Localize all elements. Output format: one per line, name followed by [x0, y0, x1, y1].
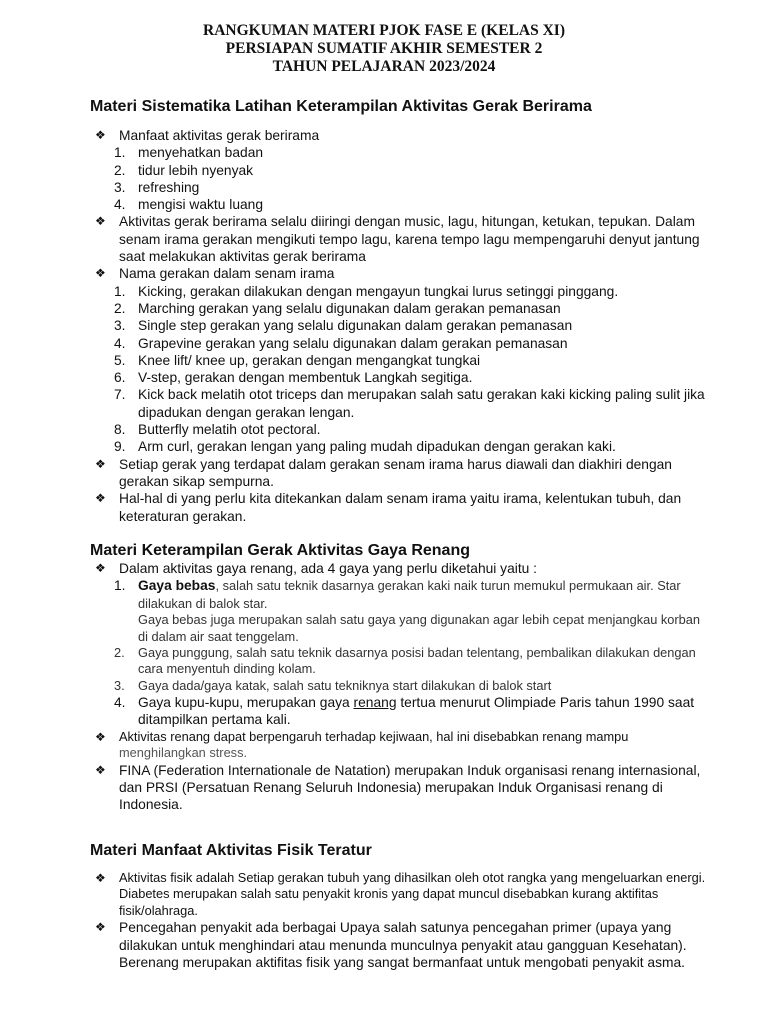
diamond-bullet-icon: ❖ — [95, 561, 106, 575]
title-line-1: RANGKUMAN MATERI PJOK FASE E (KELAS XI) — [203, 22, 565, 39]
list-item: 4. mengisi waktu luang — [114, 197, 264, 213]
list-item: 1. Gaya bebas, salah satu teknik dasarnya gerakan kaki naik turun memukul permukaan air. Star dilakukan di balok star. Gaya bebas juga merupakan salah satu gaya yang digunakan agar lebih cepat menjangkau korban di dalam air saat tenggelam. — [114, 578, 701, 644]
list-item: 8. Butterfly melatih otot pectoral. — [114, 422, 321, 438]
list-item: 7. Kick back melatih otot triceps dan merupakan salah satu gerakan kaki kicking paling sulit jika dipadukan dengan gerakan lengan. — [114, 387, 705, 420]
bullet-item: ❖ Aktivitas gerak berirama selalu diiringi dengan music, lagu, hitungan, ketukan, tepukan. Dalam senam irama gerakan mengikuti tempo lagu, karena tempo lagu mempengaruhi denyut jantung saat melakukan aktivitas gerak berirama — [95, 214, 700, 265]
diamond-bullet-icon: ❖ — [95, 491, 106, 506]
diamond-bullet-icon: ❖ — [95, 762, 106, 777]
section1-heading: Materi Sistematika Latihan Keterampilan Aktivitas Gerak Berirama — [90, 98, 592, 115]
title-line-2: PERSIAPAN SUMATIF AKHIR SEMESTER 2 — [225, 40, 543, 57]
diamond-bullet-icon: ❖ — [95, 456, 106, 471]
bullet-item: ❖ Setiap gerak yang terdapat dalam gerakan senam irama harus diawali dan diakhiri dengan gerakan sikap sempurna. — [95, 456, 672, 489]
list-item: 3. Single step gerakan yang selalu digunakan dalam gerakan pemanasan — [114, 318, 573, 334]
diamond-bullet-icon: ❖ — [95, 214, 106, 229]
section3-heading: Materi Manfaat Aktivitas Fisik Teratur — [90, 842, 372, 859]
bullet-item: ❖ Aktivitas renang dapat berpengaruh terhadap kejiwaan, hal ini disebabkan renang mampu menghilangkan stress. — [95, 728, 629, 761]
section3-body — [92, 870, 708, 971]
bullet-item: ❖ Dalam aktivitas gaya renang, ada 4 gaya yang perlu diketahui yaitu : — [95, 561, 537, 576]
bullet-item: ❖ Aktivitas fisik adalah Setiap gerakan tubuh yang dihasilkan oleh otot rangka yang mengeluarkan energi. Diabetes merupakan salah satu penyakit kronis yang dapat muncul disebabkan kurang aktifitas fisik/olahraga. — [95, 870, 706, 918]
diamond-bullet-icon: ❖ — [95, 266, 106, 281]
diamond-bullet-icon: ❖ — [95, 729, 106, 744]
list-item: 2. Marching gerakan yang selalu digunakan dalam gerakan pemanasan — [114, 300, 561, 316]
diamond-bullet-icon: ❖ — [95, 128, 106, 142]
title-line-3: TAHUN PELAJARAN 2023/2024 — [272, 58, 496, 75]
list-item: 3. refreshing — [114, 179, 200, 195]
list-item: 3. Gaya dada/gaya katak, salah satu tekniknya start dilakukan di balok start — [114, 677, 552, 693]
list-item: 9. Arm curl, gerakan lengan yang paling mudah dipadukan dengan gerakan kaki. — [114, 439, 616, 455]
bullet-item: ❖ Manfaat aktivitas gerak berirama — [95, 128, 320, 143]
manfaat-list — [92, 144, 708, 213]
list-item: 4. Grapevine gerakan yang selalu digunakan dalam gerakan pemanasan — [114, 335, 568, 351]
section1-body — [92, 127, 708, 525]
diamond-bullet-icon: ❖ — [95, 920, 106, 935]
bullet-item: ❖ Hal-hal di yang perlu kita ditekankan dalam senam irama yaitu irama, kelentukan tubuh, dan keteraturan gerakan. — [95, 491, 682, 524]
section2-body — [92, 560, 708, 813]
document-title — [0, 22, 768, 76]
section2-heading: Materi Keterampilan Gerak Aktivitas Gaya Renang — [90, 542, 470, 559]
bullet-item: ❖ Nama gerakan dalam senam irama — [95, 266, 335, 282]
list-item: 1. Kicking, gerakan dilakukan dengan mengayun tungkai lurus setinggi pinggang. — [114, 283, 619, 299]
list-item: 1. menyehatkan badan — [114, 145, 264, 161]
diamond-bullet-icon: ❖ — [95, 871, 106, 885]
list-item: 2. Gaya punggung, salah satu teknik dasarnya posisi badan telentang, pembalikan dilakukan dengan cara menyentuh dinding kolam. — [114, 644, 696, 677]
gerakan-list — [92, 283, 708, 456]
list-item: 4. Gaya kupu-kupu, merupakan gaya renang tertua menurut Olimpiade Paris tahun 1990 saat ditampilkan pertama kali. — [114, 695, 695, 728]
bullet-item: ❖ FINA (Federation Internationale de Natation) merupakan Induk organisasi renang internasional, dan PRSI (Persatuan Renang Seluruh Indonesia) merupakan Induk Organisasi renang di Indonesia. — [95, 762, 701, 813]
list-item: 5. Knee lift/ knee up, gerakan dengan mengangkat tungkai — [114, 352, 481, 368]
bullet-item: ❖ Pencegahan penyakit ada berbagai Upaya salah satunya pencegahan primer (upaya yang dilakukan untuk menghindari atau menunda munculnya penyakit atau gangguan Kesehatan). Berenang merupakan aktifitas fisik yang sangat bermanfaat untuk mengobati penyakit asma. — [95, 920, 687, 970]
list-item: 2. tidur lebih nyenyak — [114, 162, 254, 178]
gaya-renang-list — [92, 577, 708, 728]
list-item: 6. V-step, gerakan dengan membentuk Langkah segitiga. — [114, 370, 473, 386]
